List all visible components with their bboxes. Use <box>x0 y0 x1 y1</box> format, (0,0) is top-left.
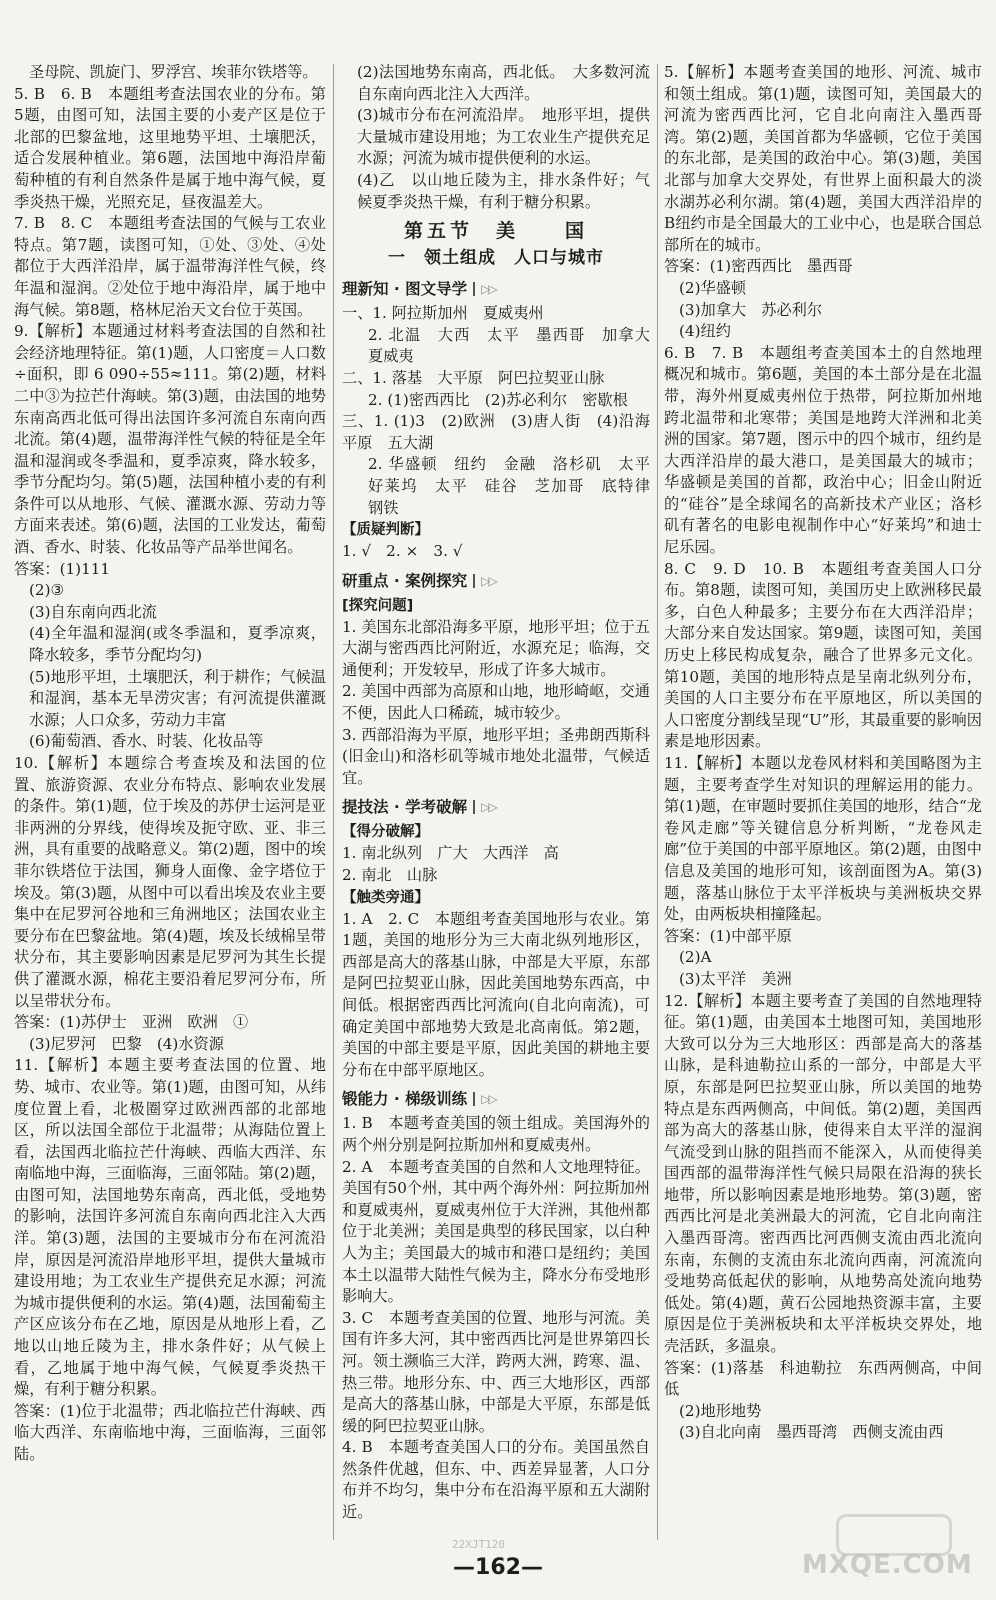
text-line: 12.【解析】本题主要考查了美国的自然地理特征。第(1)题，由美国本土地图可知，美国地形大致可以分为三大地形区：西部是高大的落基山脉，是科迪勒拉山系的一部分，中部是大平原，东部是阿巴拉契亚山脉，所以美国的地势特点是东西两侧高，中间低。第(2)题，美国西部为高大的落基山脉，使得来自太平洋的湿润气流受到山脉的阻挡而不能深入，从而使得美国西部的温带海洋性气候只局限在沿海的狭长地带，所以影响因素是地形地势。第(3)题，密西西比河是北美洲最大的河流，它自北向南注入墨西哥湾。密西西比河西侧支流由西北流向东南，东侧的支流由东北流向西南，河流流向受地势高低起伏的影响，从地势高处流向地势低处。第(4)题，黄石公园地热资源丰富，主要原因是位于美洲板块和太平洋板块交界处，地壳活跃，多温泉。 <box>664 991 982 1356</box>
text-line: (3)加拿大 苏必利尔 <box>679 300 823 319</box>
text-line: (3)尼罗河 巴黎 (4)水资源 <box>29 1034 224 1053</box>
text-line: (4)乙 以山地丘陵为主，排水条件好；气候夏季炎热干燥，有利于糖分积累。 <box>357 170 650 211</box>
answer-block <box>342 1113 650 1523</box>
answer-block <box>342 303 666 519</box>
text-line: 一、1. 阿拉斯加州 夏威夷州 <box>342 304 544 323</box>
text-line: 答案：(1)苏伊士 亚洲 欧洲 ① <box>14 1013 249 1032</box>
text-line: 2. A 本题考查美国的自然和人文地理特征。美国有50个州，其中两个海外州：阿拉斯加州和夏威夷州，夏威夷州位于大洋洲，其他州都位于北美洲；美国是典型的移民国家，以白种人为主；美国最大的城市和港口是纽约；美国本土以温带大陆性气候为主，降水分布受地形影响大。 <box>342 1157 650 1306</box>
text-line: (2)③ <box>29 581 65 600</box>
double-arrow-icon: ▷▷ <box>481 1092 496 1107</box>
text-line: 答案：(1)落基 科迪勒拉 东西两侧高，中间低 <box>664 1358 982 1399</box>
text-line: 答案：(1)中部平原 <box>664 926 792 945</box>
footer-code: 22XJT120 <box>452 1538 505 1551</box>
text-line: 6. B 7. B 本题组考查美国本土的自然地理概况和城市。第6题，美国的本土部分是在北温带，海外州夏威夷州位于热带，阿拉斯加州地跨北温带和北寒带；美国是地跨大洋洲和北美洲的国家。第7题，图示中的四个城市，纽约是大西洋沿岸的最大港口，是美国最大的城市；华盛顿是美国的首都，政治中心；旧金山附近的“硅谷”是全球闻名的高新技术产业区；洛杉矶有著名的电影电视制作中心“好莱坞”和迪士尼乐园。 <box>664 343 982 557</box>
text-line: 三、1. (1)3 (2)欧洲 (3)唐人街 (4)沿海平原 五大湖 <box>342 412 650 452</box>
answer-block <box>342 617 650 790</box>
judge-answers: 1. √ 2. × 3. √ <box>342 542 463 561</box>
text-line: (3)自东南向西北流 <box>29 602 157 621</box>
band-label: 研重点 · 案例探究 <box>342 571 468 590</box>
text-line: 1. B 本题考查美国的领土组成。美国海外的两个州分别是阿拉斯加州和夏威夷州。 <box>342 1114 650 1154</box>
text-line: (3)自北向南 墨西哥湾 西侧支流由西 <box>679 1423 944 1442</box>
box-label: 【触类旁通】 <box>342 889 429 906</box>
text-line: (5)地形平坦，土壤肥沃，利于耕作；气候温和湿润，基本无旱涝灾害；有河流提供灌溉水源；人口众多，劳动力丰富 <box>29 667 326 729</box>
watermark <box>796 1510 986 1590</box>
text-line: (3)城市分布在河流沿岸。 地形平坦，提供大量城市建设用地；为工农业生产提供充足水源；河流为城市提供便利的水运。 <box>357 106 650 168</box>
band-label: 理新知 · 图文导学 <box>342 280 468 299</box>
text-line: 2. 北温 大西 太平 墨西哥 加拿大 夏威夷 <box>368 325 666 366</box>
text-line: 11.【解析】本题以龙卷风材料和美国略图为主题，主要考查学生对知识的理解运用的能力。第(1)题，在审题时要抓住美国的地形，结合“龙卷风走廊”等关键信息分析判断，“龙卷风走廊”位于美国的中部平原地区。第(2)题，由图中信息及美国的地形可知，该剖面图为A。第(3)题，落基山脉位于太平洋板块与美洲板块交界处，由两板块相撞隆起。 <box>664 754 982 924</box>
subsection-title: 一 领土组成 人口与城市 <box>388 248 604 269</box>
column-divider <box>333 64 334 1540</box>
text-line: (4)纽约 <box>679 322 731 341</box>
text-line: 11.【解析】本题主要考查法国的位置、地势、城市、农业等。第(1)题，由图可知，从纬度位置上看，北极圈穿过欧洲西部的北部地区，所以法国全部位于北温带；从海陆位置上看，法国西北临拉芒什海峡、西临大西洋、东南临地中海，三面临海，三面邻陆。第(2)题，由图可知，法国地势东南高，西北低，受地势的影响，法国许多河流自东南向西北注入大西洋。第(3)题，法国的主要城市分布在河流沿岸，原因是河流沿岸地形平坦，提供大量城市建设用地；为工农业生产提供充足水源；河流为城市提供便利的水运。第(4)题，法国葡萄主产区应该分布在乙地，原因是从地形上看，乙地以山地丘陵为主，排水条件好；从气候上看，乙地属于地中海气候，气候夏季炎热干燥，有利于糖分积累。 <box>14 1056 326 1399</box>
text-line: 5.【解析】本题考查美国的地形、河流、城市和领土组成。第(1)题，读图可知，美国最大的河流为密西西比河，它自北向南注入墨西哥湾。第(2)题，美国首都为华盛顿，它位于美国的东北部，是美国的政治中心。第(3)题，美国北部与加拿大交界处，有世界上面积最大的淡水湖苏必利尔湖。第(4)题，美国大西洋沿岸的B纽约市是全国最大的工业中心，也是联合国总部所在的城市。 <box>664 63 982 254</box>
text-line: 1. 美国东北部沿海多平原，地形平坦；位于五大湖与密西西比河附近，水源充足；临海，交通便利；开发较早，形成了许多大城市。 <box>342 617 650 679</box>
divider-bar <box>473 282 475 296</box>
text-line: 3. C 本题考查美国的位置、地形与河流。美国有许多大河，其中密西西比河是世界第四长河。领土濒临三大洋，跨两大洲，跨寒、温、热三带。地形分东、中、西三大地形区，西部是高大的落基山脉，中部是大平原，东部是低缓的阿巴拉契亚山脉。 <box>342 1308 650 1435</box>
text-line: 8. C 9. D 10. B 本题组考查美国人口分布。第8题，读图可知，美国历史上欧洲移民最多，白色人种最多；主要分布在大西洋沿岸；大部分来自发达国家。第9题，读图可知，美国历史上移民构成复杂，融合了世界多元文化。第10题，美国的地形特点是呈南北纵列分布，美国的人口主要分布在平原地区，所以美国的人口密度分割线呈现“U”形，其最重要的影响因素是地形因素。 <box>664 559 982 751</box>
answer-block <box>342 62 650 213</box>
band-label: 锻能力 · 梯级训练 <box>342 1090 468 1109</box>
band-heading <box>342 1087 650 1111</box>
text-line: 1. A 2. C 本题组考查美国地形与农业。第1题，美国的地形分为三大南北纵列地形区，西部是高大的落基山脉，中部是大平原，东部是阿巴拉契亚山脉，因此美国地势东西高，中间低。根据密西西比河流向(自北向南流)，可确定美国中部地势大致是北高南低。第2题，美国的中部主要是平原，因此美国的耕地主要分布在中部平原地区。 <box>342 909 650 1079</box>
text-line: 4. B 本题考查美国人口的分布。美国虽然自然条件优越，但东、中、西差异显著，人口分布并不均匀，集中分布在沿海平原和五大湖附近。 <box>342 1438 650 1522</box>
answer-block <box>342 843 650 886</box>
double-arrow-icon: ▷▷ <box>481 573 496 588</box>
answer-block <box>342 909 650 1082</box>
text-line: 5. B 6. B 本题组考查法国农业的分布。第5题，由图可知，法国主要的小麦产区是位于北部的巴黎盆地，这里地势平坦、土壤肥沃，适合发展种植业。第6题，法国地中海沿岸葡萄种植的有利自然条件是属于地中海气候，夏季炎热干燥，光照充足，昼夜温差大。 <box>14 84 326 211</box>
text-line: (2)华盛顿 <box>679 278 747 297</box>
watermark-text: MXQE.COM <box>802 1550 973 1580</box>
text-line: 1. 南北纵列 广大 大西洋 高 <box>342 844 559 863</box>
band-label: 提技法 · 学考破解 <box>342 798 468 817</box>
text-line: 答案：(1)位于北温带；西北临拉芒什海峡、西临大西洋、东南临地中海，三面临海，三面邻陆。 <box>14 1401 326 1463</box>
text-line: 2. 美国中西部为高原和山地，地形崎岖，交通不便，因此人口稀疏，城市较少。 <box>342 682 650 723</box>
text-line: (3)太平洋 美洲 <box>679 969 792 988</box>
band-heading <box>342 569 650 593</box>
column-middle <box>342 62 666 1524</box>
divider-bar <box>473 1092 475 1106</box>
divider-bar <box>473 800 475 814</box>
text-line: 答案：(1)111 <box>14 559 111 578</box>
column-right <box>664 62 982 1444</box>
text-line: 2. 南北 山脉 <box>342 866 438 885</box>
double-arrow-icon: ▷▷ <box>481 282 496 297</box>
divider-bar <box>473 574 475 588</box>
double-arrow-icon: ▷▷ <box>481 800 496 815</box>
text-line: (2)地形地势 <box>679 1401 762 1420</box>
text-line: 2. 华盛顿 纽约 金融 洛杉矶 太平 好莱坞 太平 硅谷 芝加哥 底特律 钢铁 <box>368 455 666 517</box>
text-line: 答案：(1)密西西比 墨西哥 <box>664 257 853 276</box>
section-title: 第五节 美 国 <box>403 220 588 243</box>
box-label: 【得分破解】 <box>342 824 429 841</box>
text-line: (4)全年温和湿润(或冬季温和，夏季凉爽，降水较多，季节分配均匀) <box>29 624 326 665</box>
text-line: 圣母院、凯旋门、罗浮宫、埃菲尔铁塔等。 <box>29 63 318 81</box>
column-left <box>14 62 326 1466</box>
text-line: (2)法国地势东南高，西北低。 大多数河流自东南向西北注入大西洋。 <box>357 63 650 103</box>
box-label: 【质疑判断】 <box>342 522 429 539</box>
page-number: —162— <box>453 1555 543 1580</box>
text-line: (2)A <box>679 948 712 967</box>
text-line: 10.【解析】本题综合考查埃及和法国的位置、旅游资源、农业分布特点、影响农业发展的条件。第(1)题，位于埃及的苏伊士运河是亚非两洲的分界线，使得埃及扼守欧、亚、非三洲，具有重要的战略意义。第(2)题，图中的埃菲尔铁塔位于法国，狮身人面像、金字塔位于埃及。第(3)题，从图中可以看出埃及农业主要集中在尼罗河谷地和三角洲地区；法国农业主要分布在巴黎盆地。第(4)题，埃及长绒棉呈带状分布，其主要影响因素是尼罗河为其生长提供了灌溉水源，棉花主要沿着尼罗河分布，所以呈带状分布。 <box>14 754 326 1010</box>
text-line: 7. B 8. C 本题组考查法国的气候与工农业特点。第7题，读图可知，①处、③处、④处都位于大西洋沿岸，属于温带海洋性气候，终年温和湿润。②处位于地中海沿岸，属于地中海气候。第8题，格林尼治天文台位于英国。 <box>14 214 326 319</box>
column-divider <box>657 64 658 1540</box>
band-heading <box>342 795 650 819</box>
text-line: (6)葡萄酒、香水、时装、化妆品等 <box>29 732 264 751</box>
band-heading <box>342 277 650 301</box>
text-line: 2. (1)密西西比 (2)苏必利尔 密歇根 <box>368 390 628 409</box>
box-label: [探究问题] <box>342 597 414 614</box>
text-line: 9.【解析】本题通过材料考查法国的自然和社会经济地理特征。第(1)题，人口密度＝人口数÷面积，即 6 090÷55≈111。第(2)题，材料二中③为拉芒什海峡。第(3)题，由法国的地势东南高西北低可得出法国许多河流自东南向西北流。第(4)题，温带海洋性气候的特征是全年温和湿润或冬季温和，夏季凉爽，降水较多，季节分配均匀。第(5)题，法国种植小麦的有利条件可以从地形、气候、灌溉水源、劳动力等方面来表述。第(6)题，法国的工业发达，葡萄酒、香水、时装、化妆品等产品举世闻名。 <box>14 322 326 557</box>
text-line: 3. 西部沿海为平原，地形平坦；圣弗朗西斯科(旧金山)和洛杉矶等城市地处北温带，气候适宜。 <box>342 725 650 787</box>
text-line: 二、1. 落基 大平原 阿巴拉契亚山脉 <box>342 368 605 387</box>
